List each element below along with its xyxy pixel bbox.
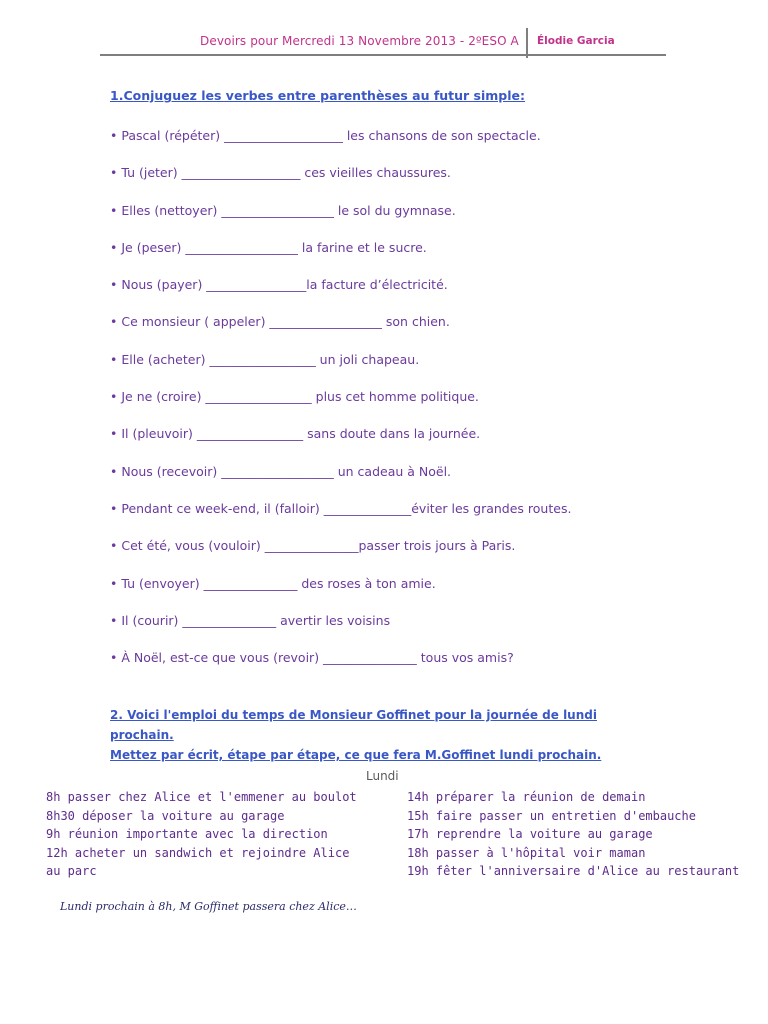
schedule-entry: 14h préparer la réunion de demain [407,790,646,804]
exercise-item: • Elle (acheter) _________________ un joli chapeau. [110,351,420,367]
exercise-item: • Tu (envoyer) _______________ des roses à ton amie. [110,575,436,591]
exercise-item: • Je (peser) __________________ la farine et le sucre. [110,239,427,255]
exercise-item: • Cet été, vous (vouloir) _______________passer trois jours à Paris. [110,538,516,554]
schedule-entry: 8h passer chez Alice et l'emmener au boulot [46,790,357,804]
exercise-item: • Il (courir) _______________ avertir les voisins [110,612,391,628]
exercise-item: • Nous (recevoir) __________________ un cadeau à Noël. [110,463,452,479]
exercise1-list [110,127,571,686]
exercise2-title-text: 2. Voici l'emploi du temps de Monsieur Goffinet pour la journée de lundi prochain. [110,708,597,742]
exercise2-instruction: Mettez par écrit, étape par étape, ce que fera M.Goffinet lundi prochain. [110,748,602,762]
exercise-item: • Tu (jeter) ___________________ ces vieilles chaussures. [110,165,451,181]
schedule-entry: 9h réunion importante avec la direction [46,827,328,841]
page-header [100,28,666,56]
exercise-item: • Pascal (répéter) ___________________ les chansons de son spectacle. [110,128,541,143]
schedule-entry: 15h faire passer un entretien d'embauche [407,808,696,823]
exercise-item: • Je ne (croire) _________________ plus cet homme politique. [110,389,479,405]
schedule-day-label: Lundi [366,769,399,783]
example-sentence: Lundi prochain à 8h, M Goffinet passera chez Alice… [60,900,357,913]
schedule-entry: 19h fêter l'anniversaire d'Alice au restaurant [407,864,740,878]
exercise-item: • Nous (payer) ________________la facture d’électricité. [110,277,448,293]
header-title: Devoirs pour Mercredi 13 Novembre 2013 - 2ºESO A [200,34,519,48]
exercise-item: • Ce monsieur ( appeler) __________________ son chien. [110,314,450,330]
schedule-entry: 18h passer à l'hôpital voir maman [407,845,646,860]
header-divider [526,28,528,58]
schedule-right-column [407,788,747,881]
exercise1-title: 1.Conjuguez les verbes entre parenthèses au futur simple: [110,88,526,103]
exercise-item: • Elles (nettoyer) __________________ le sol du gymnase. [110,202,456,218]
student-name: Élodie Garcia [537,35,615,47]
schedule-entry: 8h30 déposer la voiture au garage [46,808,285,823]
exercise-item: • Il (pleuvoir) _________________ sans doute dans la journée. [110,426,481,442]
exercise-item: • À Noël, est-ce que vous (revoir) _______________ tous vos amis? [110,650,514,666]
schedule-entry: 17h reprendre la voiture au garage [407,827,653,841]
exercise-item: • Pendant ce week-end, il (falloir) ______________éviter les grandes routes. [110,500,572,516]
schedule-entry: 12h acheter un sandwich et rejoindre Alice au parc [46,845,350,878]
schedule-left-column [46,788,366,881]
exercise2-title [110,705,630,745]
